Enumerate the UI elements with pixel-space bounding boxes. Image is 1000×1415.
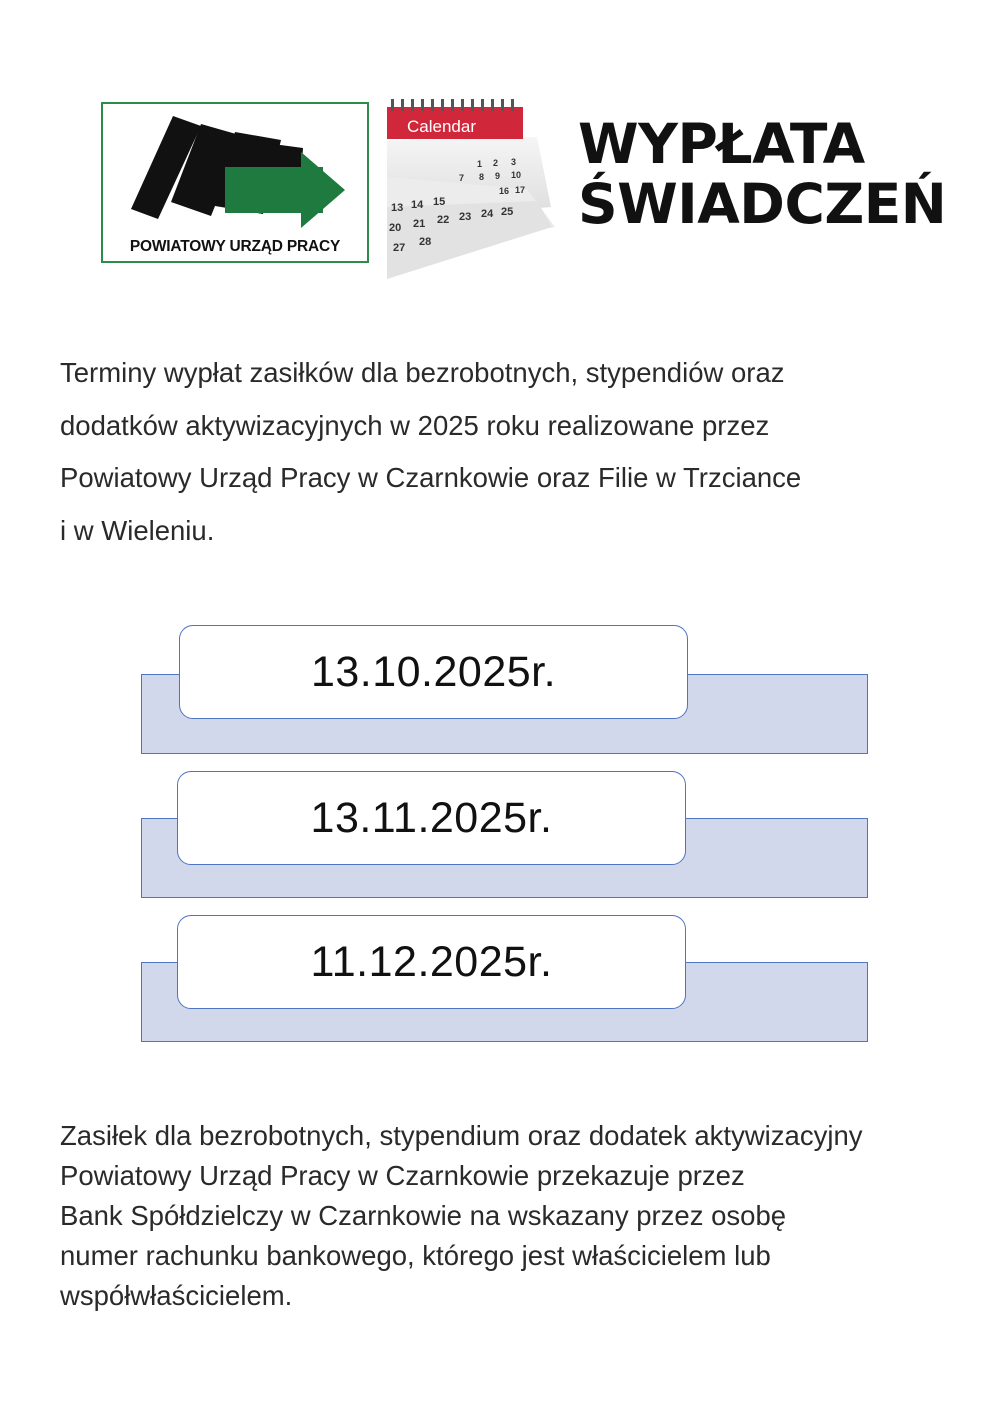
date-card: 13.11.2025r.	[177, 771, 686, 865]
cal-num: 10	[511, 170, 522, 180]
cal-num: 24	[481, 208, 494, 220]
cal-num: 1	[477, 159, 483, 169]
cal-num: 28	[419, 236, 432, 248]
info-line: Bank Spółdzielczy w Czarnkowie na wskazany przez osobę	[60, 1200, 787, 1231]
calendar-label: Calendar	[407, 117, 476, 136]
cal-num: 3	[511, 157, 517, 167]
cal-num: 17	[515, 185, 526, 195]
date-card: 11.12.2025r.	[177, 915, 686, 1009]
cal-num: 13	[391, 202, 404, 214]
cal-num: 22	[437, 214, 450, 226]
date-card: 13.10.2025r.	[179, 625, 688, 719]
cal-num: 25	[501, 206, 514, 218]
intro-line: dodatków aktywizacyjnych w 2025 roku realizowane przez	[60, 409, 770, 441]
cal-num: 20	[389, 222, 402, 234]
cal-num: 2	[493, 158, 499, 168]
intro-line: Powiatowy Urząd Pracy w Czarnkowie oraz Filie w Trzciance	[60, 462, 802, 493]
title-line: WYPŁATA	[578, 112, 865, 176]
intro-line: Terminy wypłat zasiłków dla bezrobotnych, stypendiów oraz	[60, 357, 785, 388]
calendar-icon	[387, 97, 557, 279]
cal-num: 8	[479, 172, 485, 182]
intro-line: i w Wieleniu.	[60, 514, 215, 546]
cal-num: 21	[413, 218, 426, 230]
page-title	[578, 114, 946, 234]
payment-info-paragraph	[60, 1116, 960, 1316]
intro-paragraph	[60, 347, 940, 557]
info-line: Powiatowy Urząd Pracy w Czarnkowie przekazuje przez	[60, 1160, 745, 1191]
info-line: współwłaścicielem.	[60, 1280, 293, 1311]
info-line: numer rachunku bankowego, którego jest właścicielem lub	[60, 1240, 771, 1271]
pup-logo	[101, 102, 369, 263]
cal-num: 16	[499, 186, 510, 196]
cal-num: 27	[393, 242, 406, 254]
cal-num: 15	[433, 196, 446, 208]
title-line: ŚWIADCZEŃ	[578, 172, 947, 236]
cal-num: 9	[495, 171, 501, 181]
cal-num: 7	[459, 173, 465, 183]
cal-num: 14	[411, 199, 424, 211]
cal-num: 23	[459, 211, 472, 223]
info-line: Zasiłek dla bezrobotnych, stypendium oraz dodatek aktywizacyjny	[60, 1120, 863, 1151]
logo-text: POWIATOWY URZĄD PRACY	[129, 238, 341, 255]
